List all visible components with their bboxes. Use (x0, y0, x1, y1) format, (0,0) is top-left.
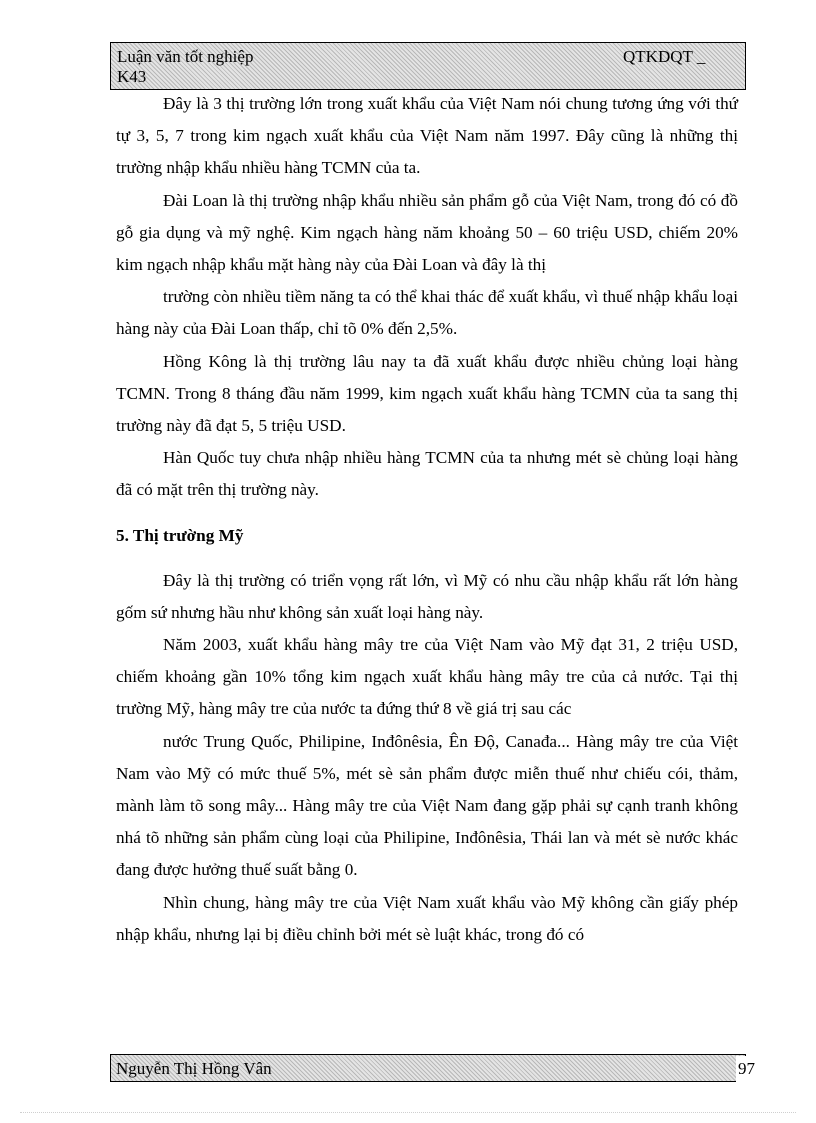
paragraph-8: nước Trung Quốc, Philipine, Inđônêsia, Ên Độ, Canađa... Hàng mây tre của Việt Nam vào Mỹ có mức thuế 5%, mét sè sản phẩm được miễn thuế như chiếu cói, thảm, mành làm tõ song mây... Hàng mây tre của Việt Nam đang gặp phải sự cạnh tranh không nhá tõ những sản phẩm cùng loại của Philipine, Inđônêsia, Thái lan và mét sè nước khác đang được hưởng thuế suất bằng 0. (116, 731, 738, 880)
header-class-label: K43 (117, 67, 147, 86)
header-left (117, 47, 253, 87)
paragraph-9: Nhìn chung, hàng mây tre của Việt Nam xuất khẩu vào Mỹ không cần giấy phép nhập khẩu, nhưng lại bị điều chỉnh bởi mét sè luật khác, trong đó có (116, 892, 738, 944)
paragraph-7: Năm 2003, xuất khẩu hàng mây tre của Việt Nam vào Mỹ đạt 31, 2 triệu USD, chiếm khoảng gần 10% tổng kim ngạch xuất khẩu hàng mây tre của cả nước. Tại thị trường Mỹ, hàng mây tre của nước ta đứng thứ 8 về giá trị sau các (116, 635, 738, 719)
section-heading: 5. Thị trường Mỹ (116, 525, 244, 545)
paragraph-4: Hồng Kông là thị trường lâu nay ta đã xuất khẩu được nhiều chủng loại hàng TCMN. Trong 8 tháng đầu năm 1999, kim ngạch xuất khẩu hàng TCMN của ta sang thị trường này đã đạt 5, 5 triệu USD. (116, 351, 738, 436)
header-department-label: QTKDQT _ (623, 47, 706, 66)
document-body (116, 88, 738, 951)
paragraph-3: trường còn nhiều tiềm năng ta có thể khai thác để xuất khẩu, vì thuế nhập khẩu loại hàng này của Đài Loan thấp, chỉ tõ 0% đến 2,5%. (116, 287, 738, 339)
page-bottom-divider (20, 1112, 796, 1113)
header-right (623, 47, 705, 67)
page-footer (110, 1054, 755, 1082)
paragraph-1: Đây là 3 thị trường lớn trong xuất khẩu của Việt Nam nói chung tương ứng với thứ tự 3, 5, 7 trong kim ngạch xuất khẩu của Việt Nam năm 1997. Đây cũng là những thị trường nhập khẩu nhiều hàng TCMN của ta. (116, 94, 738, 178)
page-number: 97 (736, 1056, 757, 1082)
page-header (110, 42, 746, 90)
paragraph-6: Đây là thị trường có triển vọng rất lớn, vì Mỹ có nhu cầu nhập khẩu rất lớn hàng gốm sứ nhưng hầu như không sản xuất loại hàng này. (116, 570, 738, 622)
header-thesis-label: Luận văn tốt nghiệp (117, 47, 254, 66)
paragraph-2: Đài Loan là thị trường nhập khẩu nhiều sản phẩm gỗ của Việt Nam, trong đó có đồ gỗ gia dụng và mỹ nghệ. Kim ngạch hàng năm khoảng 50 – 60 triệu USD, chiếm 20% kim ngạch nhập khẩu mặt hàng này của Đài Loan và đây là thị (116, 190, 738, 275)
footer-author: Nguyễn Thị Hồng Vân (116, 1059, 272, 1078)
paragraph-5: Hàn Quốc tuy chưa nhập nhiều hàng TCMN của ta nhưng mét sè chủng loại hàng đã có mặt trên thị trường này. (116, 448, 738, 500)
